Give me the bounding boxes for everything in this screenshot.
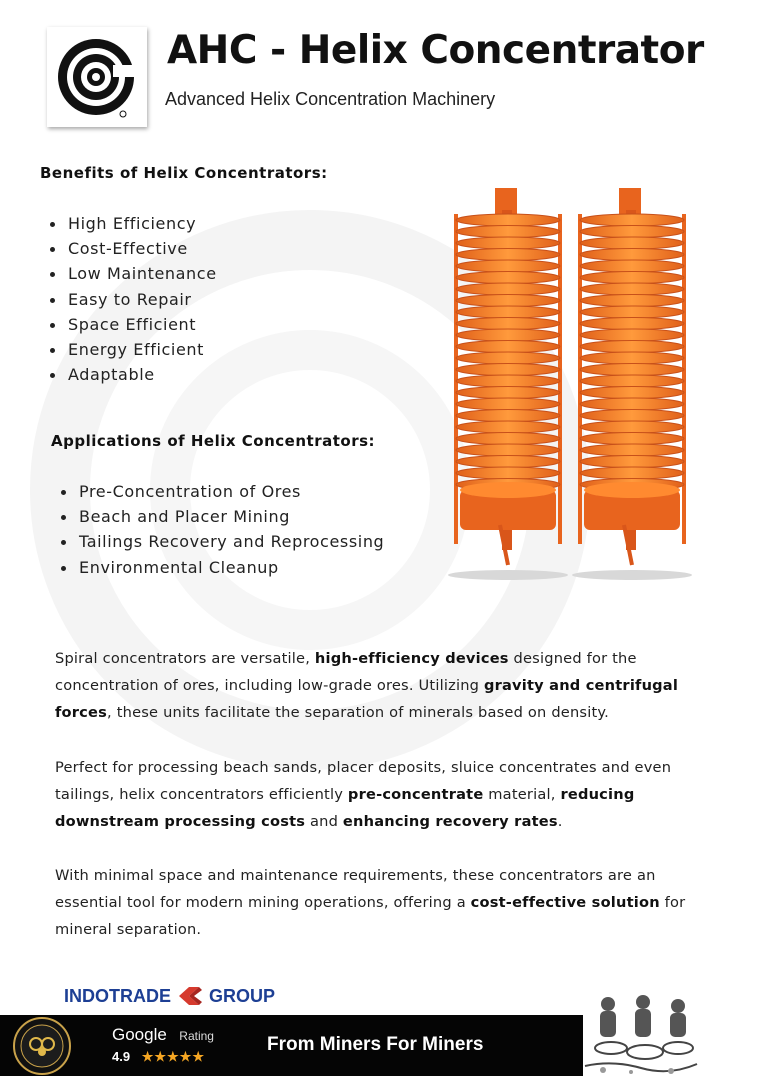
helix-coil xyxy=(456,352,560,364)
indotrade-mark-icon xyxy=(176,985,204,1007)
helix-unit-left xyxy=(448,188,568,580)
helix-coil xyxy=(580,226,684,238)
description-paragraph-2: Perfect for processing beach sands, placer deposits, sluice concentrates and even tailings, helix concentrators efficiently pre-concentrate material, reducing downstream processing costs and enhancing recovery rates. xyxy=(55,759,672,830)
google-label: Google xyxy=(112,1025,167,1044)
helix-coil xyxy=(580,456,684,468)
helix-coil xyxy=(456,341,560,353)
helix-coil xyxy=(580,341,684,353)
page-subtitle: Advanced Helix Concentration Machinery xyxy=(165,89,496,109)
helix-coil xyxy=(580,364,684,376)
helix-coil xyxy=(456,295,560,307)
helix-coil xyxy=(456,249,560,261)
benefit-item: Space Efficient xyxy=(48,312,217,337)
helix-coil xyxy=(580,272,684,284)
indotrade-group-logo xyxy=(64,985,275,1007)
company-logo xyxy=(47,27,147,127)
helix-coil xyxy=(456,329,560,341)
benefit-item: Energy Efficient xyxy=(48,337,217,362)
description-paragraph-1: Spiral concentrators are versatile, high-efficiency devices designed for the concentration of ores, including low-grade ores. Utilizing gravity and centrifugal forces, these units facilitate the separation of minerals based on density. xyxy=(55,650,679,721)
helix-coil xyxy=(580,306,684,318)
helix-coil xyxy=(456,260,560,272)
helix-coil xyxy=(456,444,560,456)
atm-mining-badge-icon xyxy=(10,1015,74,1075)
concentric-rings-logo-icon xyxy=(47,27,147,127)
application-item: Beach and Placer Mining xyxy=(59,504,384,529)
helix-coil xyxy=(580,421,684,433)
benefits-list xyxy=(48,211,217,387)
helix-coil xyxy=(456,272,560,284)
helix-coil xyxy=(580,214,684,226)
google-rating xyxy=(112,1025,214,1065)
helix-coil xyxy=(456,214,560,226)
helix-coil xyxy=(580,387,684,399)
helix-coil xyxy=(580,444,684,456)
helix-concentrator-product-image xyxy=(440,180,700,580)
rating-label: Rating xyxy=(179,1029,214,1043)
brand-name-left: INDOTRADE xyxy=(64,985,171,1006)
applications-list xyxy=(59,479,384,580)
helix-coil xyxy=(580,433,684,445)
helix-coil xyxy=(580,283,684,295)
helix-coil xyxy=(456,226,560,238)
helix-coil xyxy=(456,456,560,468)
helix-coil xyxy=(456,421,560,433)
helix-coil xyxy=(580,249,684,261)
helix-coil xyxy=(580,352,684,364)
helix-coil xyxy=(456,387,560,399)
rating-stars: ★★★★★ xyxy=(141,1049,205,1064)
rating-value: 4.9 xyxy=(112,1049,131,1064)
helix-coil xyxy=(456,306,560,318)
benefit-item: Cost-Effective xyxy=(48,236,217,261)
miners-panning-illustration xyxy=(583,990,698,1076)
helix-coil xyxy=(456,410,560,422)
application-item: Pre-Concentration of Ores xyxy=(59,479,384,504)
helix-coil xyxy=(580,295,684,307)
helix-coil xyxy=(456,375,560,387)
helix-coil xyxy=(456,398,560,410)
application-item: Environmental Cleanup xyxy=(59,555,384,580)
helix-coil xyxy=(456,364,560,376)
helix-coil xyxy=(456,433,560,445)
helix-coil xyxy=(580,467,684,479)
description-paragraph-3: With minimal space and maintenance requirements, these concentrators are an essential tool for modern mining operations, offering a cost-effective solution for mineral separation. xyxy=(55,867,686,938)
brand-name-right: GROUP xyxy=(209,985,276,1006)
helix-coil xyxy=(456,318,560,330)
benefits-heading: Benefits of Helix Concentrators: xyxy=(40,164,328,182)
applications-heading: Applications of Helix Concentrators: xyxy=(51,432,376,450)
helix-coil xyxy=(456,237,560,249)
benefit-item: High Efficiency xyxy=(48,211,217,236)
helix-coil xyxy=(580,375,684,387)
helix-coil xyxy=(580,329,684,341)
benefit-item: Easy to Repair xyxy=(48,287,217,312)
helix-coil xyxy=(580,410,684,422)
helix-coil xyxy=(456,467,560,479)
application-item: Tailings Recovery and Reprocessing xyxy=(59,529,384,554)
page-title: AHC - Helix Concentrator xyxy=(167,28,704,73)
helix-unit-right xyxy=(572,188,692,580)
benefit-item: Adaptable xyxy=(48,362,217,387)
helix-coil xyxy=(580,260,684,272)
helix-coil xyxy=(580,398,684,410)
helix-coil xyxy=(580,318,684,330)
benefit-item: Low Maintenance xyxy=(48,261,217,286)
helix-coil xyxy=(580,237,684,249)
footer-slogan: From Miners For Miners xyxy=(267,1034,484,1055)
helix-coil xyxy=(456,283,560,295)
